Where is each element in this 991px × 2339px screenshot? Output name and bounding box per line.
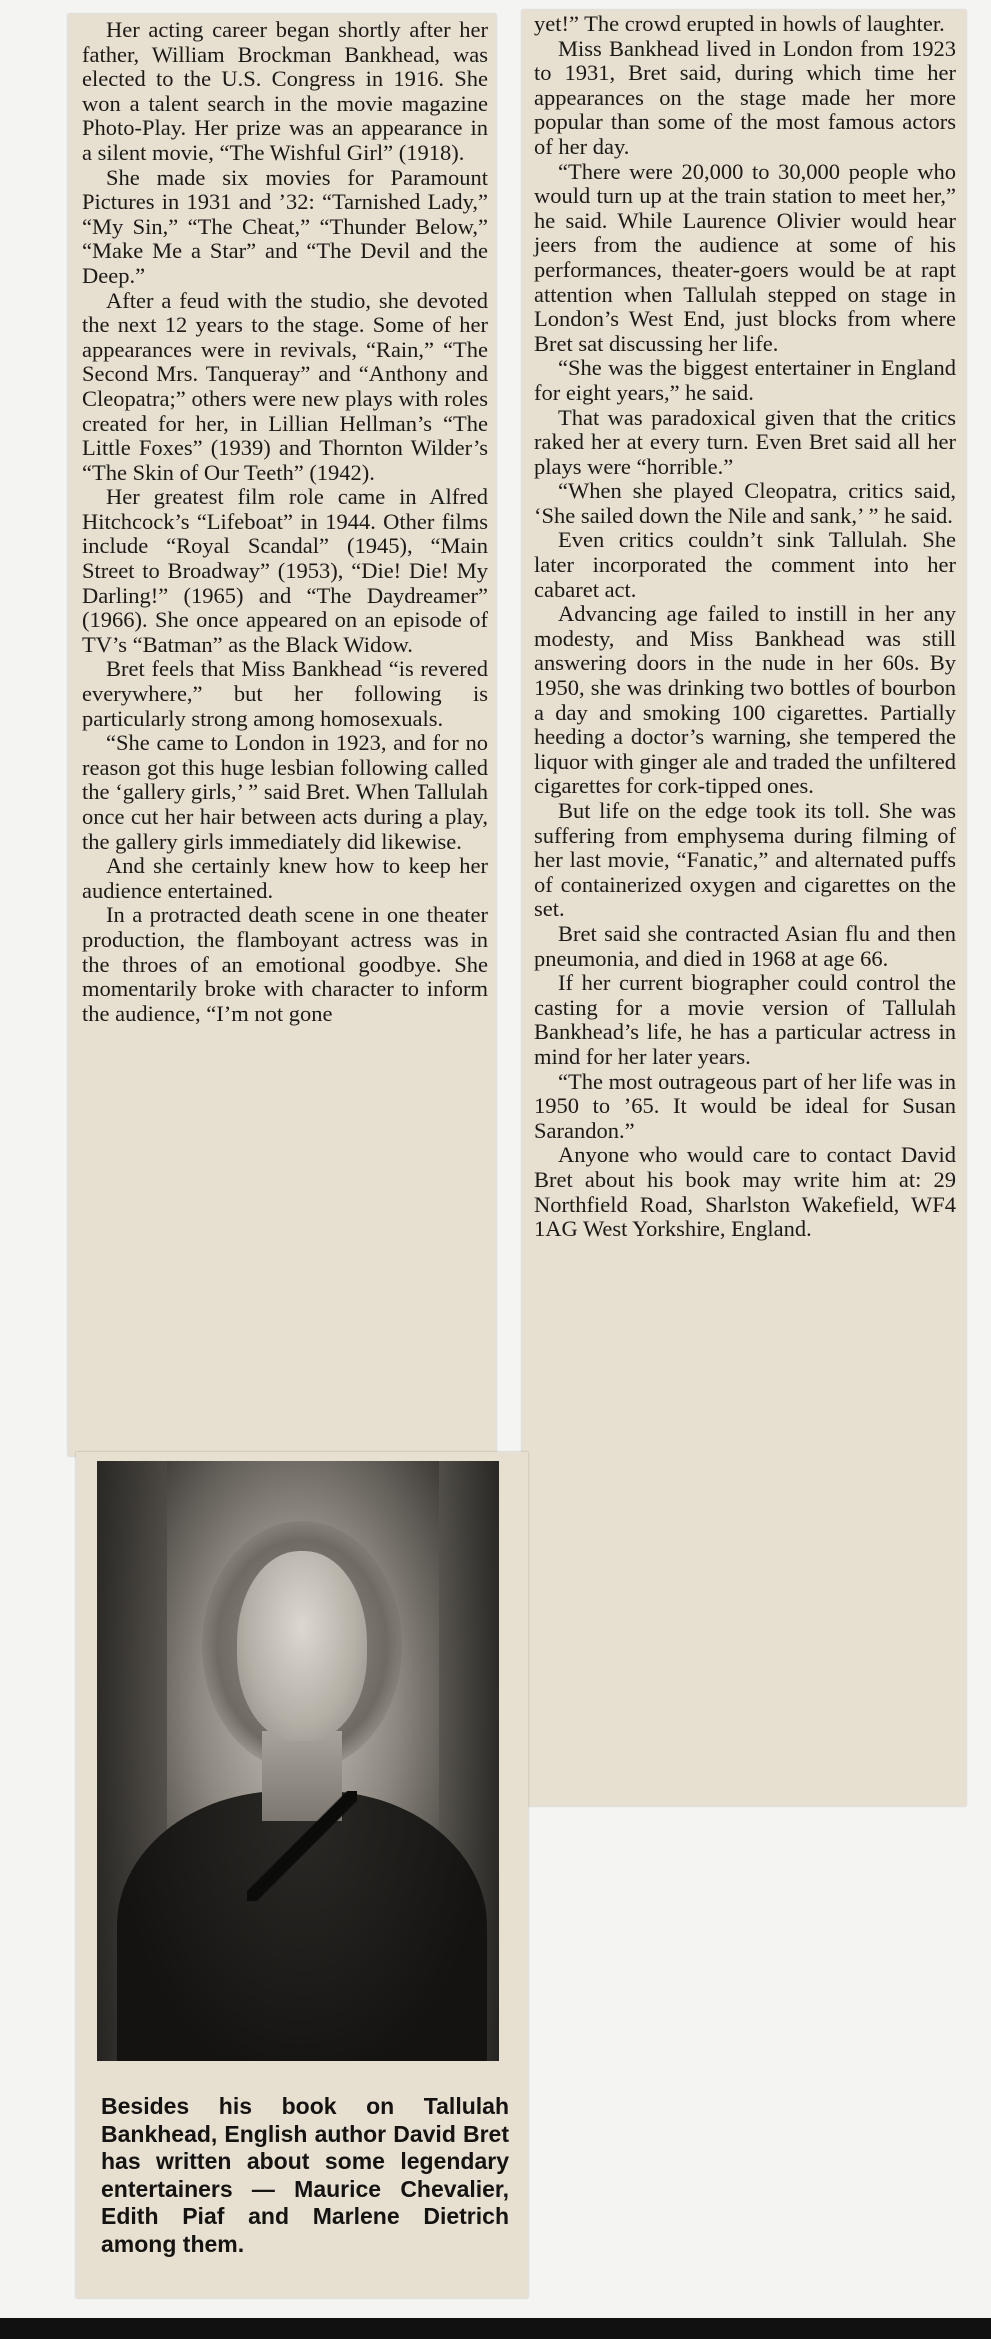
article-column-1 [82, 18, 488, 1026]
scanner-edge [0, 2318, 991, 2339]
paragraph: And she certainly knew how to keep her audience entertained. [82, 853, 488, 903]
paragraph: Her acting career began shortly after her father, William Brockman Bankhead, was elected to the U.S. Congress in 1916. She won a talent search in the movie magazine Photo-Play. Her prize was an appearance in a silent movie, “The Wishful Girl” (1918). [82, 17, 488, 165]
paragraph: If her current biographer could control the casting for a movie version of Tallulah Bankhead’s life, he has a particular actress in mind for her later years. [534, 970, 956, 1069]
paragraph: Even critics couldn’t sink Tallulah. She later incorporated the comment into her cabaret act. [534, 527, 956, 602]
paragraph: Advancing age failed to instill in her any modesty, and Miss Bankhead was still answering doors in the nude in her 60s. By 1950, she was drinking two bottles of bourbon a day and smoking 100 cigarettes. Partially heeding a doctor’s warning, she tempered the liquor with ginger ale and traded the unfiltered cigarettes for cork-tipped ones. [534, 601, 956, 799]
article-column-2 [534, 12, 956, 1242]
paragraph: Bret said she contracted Asian flu and then pneumonia, and died in 1968 at age 66. [534, 920, 956, 971]
paragraph: Miss Bankhead lived in London from 1923 to 1931, Bret said, during which time her appearances on the stage made her more popular than some of the most famous actors of her day. [534, 35, 956, 159]
paragraph: She made six movies for Paramount Pictures in 1931 and ’32: “Tarnished Lady,” “My Sin,” “The Cheat,” “Thunder Below,” “Make Me a Star” and “The Devil and the Deep.” [82, 164, 488, 288]
paragraph: “She was the biggest entertainer in England for eight years,” he said. [534, 355, 956, 405]
author-photo [97, 1461, 499, 2061]
paragraph: But life on the edge took its toll. She was suffering from emphysema during filming of her last movie, “Fanatic,” and alternated puffs of containerized oxygen and cigarettes on the set. [534, 798, 956, 922]
paragraph: In a protracted death scene in one theater production, the flamboyant actress was in the throes of an emotional goodbye. She momentarily broke with character to inform the audience, “I’m not gone [82, 902, 488, 1026]
paragraph: That was paradoxical given that the critics raked her at every turn. Even Bret said all her plays were “horrible.” [534, 404, 956, 479]
continued-paragraph: yet!” The crowd erupted in howls of laughter. [534, 11, 945, 36]
paragraph: “She came to London in 1923, and for no reason got this huge lesbian following called the ‘gallery girls,’ ” said Bret. When Tallulah once cut her hair between acts during a play, the gallery girls immediately did likewise. [82, 730, 488, 854]
paragraph: “When she played Cleopatra, critics said, ‘She sailed down the Nile and sank,’ ” he said. [534, 478, 956, 528]
paragraph: “The most outrageous part of her life was in 1950 to ’65. It would be ideal for Susan Sarandon.” [534, 1068, 956, 1143]
paragraph: Anyone who would care to contact David Bret about his book may write him at: 29 Northfield Road, Sharlston Wakefield, WF4 1AG West Yorkshire, England. [534, 1142, 956, 1242]
paragraph: “There were 20,000 to 30,000 people who would turn up at the train station to meet her,” he said. While Laurence Olivier would hear jeers from the audience at some of his performances, theater-goers would be at rapt attention when Tallulah stepped on stage in London’s West End, just blocks from where Bret sat discussing her life. [534, 158, 956, 356]
paragraph: Her greatest film role came in Alfred Hitchcock’s “Lifeboat” in 1944. Other films include “Royal Scandal” (1945), “Main Street to Broadway” (1953), “Die! Die! My Darling!” (1965) and “The Daydreamer” (1966). She once appeared on an episode of TV’s “Batman” as the Black Widow. [82, 484, 488, 657]
paragraph: After a feud with the studio, she devoted the next 12 years to the stage. Some of her appearances were in revivals, “Rain,” “The Second Mrs. Tanqueray” and “Anthony and Cleopatra;” others were new plays with roles created for her, in Lillian Hellman’s “The Little Foxes” (1939) and Thornton Wilder’s “The Skin of Our Teeth” (1942). [82, 287, 488, 485]
photo-caption: Besides his book on Tallulah Bankhead, English author David Bret has written about some legendary entertainers — Maurice Chevalier, Edith Piaf and Marlene Dietrich among them. [101, 2093, 509, 2257]
paragraph: Bret feels that Miss Bankhead “is revered everywhere,” but her following is particularly strong among homosexuals. [82, 656, 488, 731]
